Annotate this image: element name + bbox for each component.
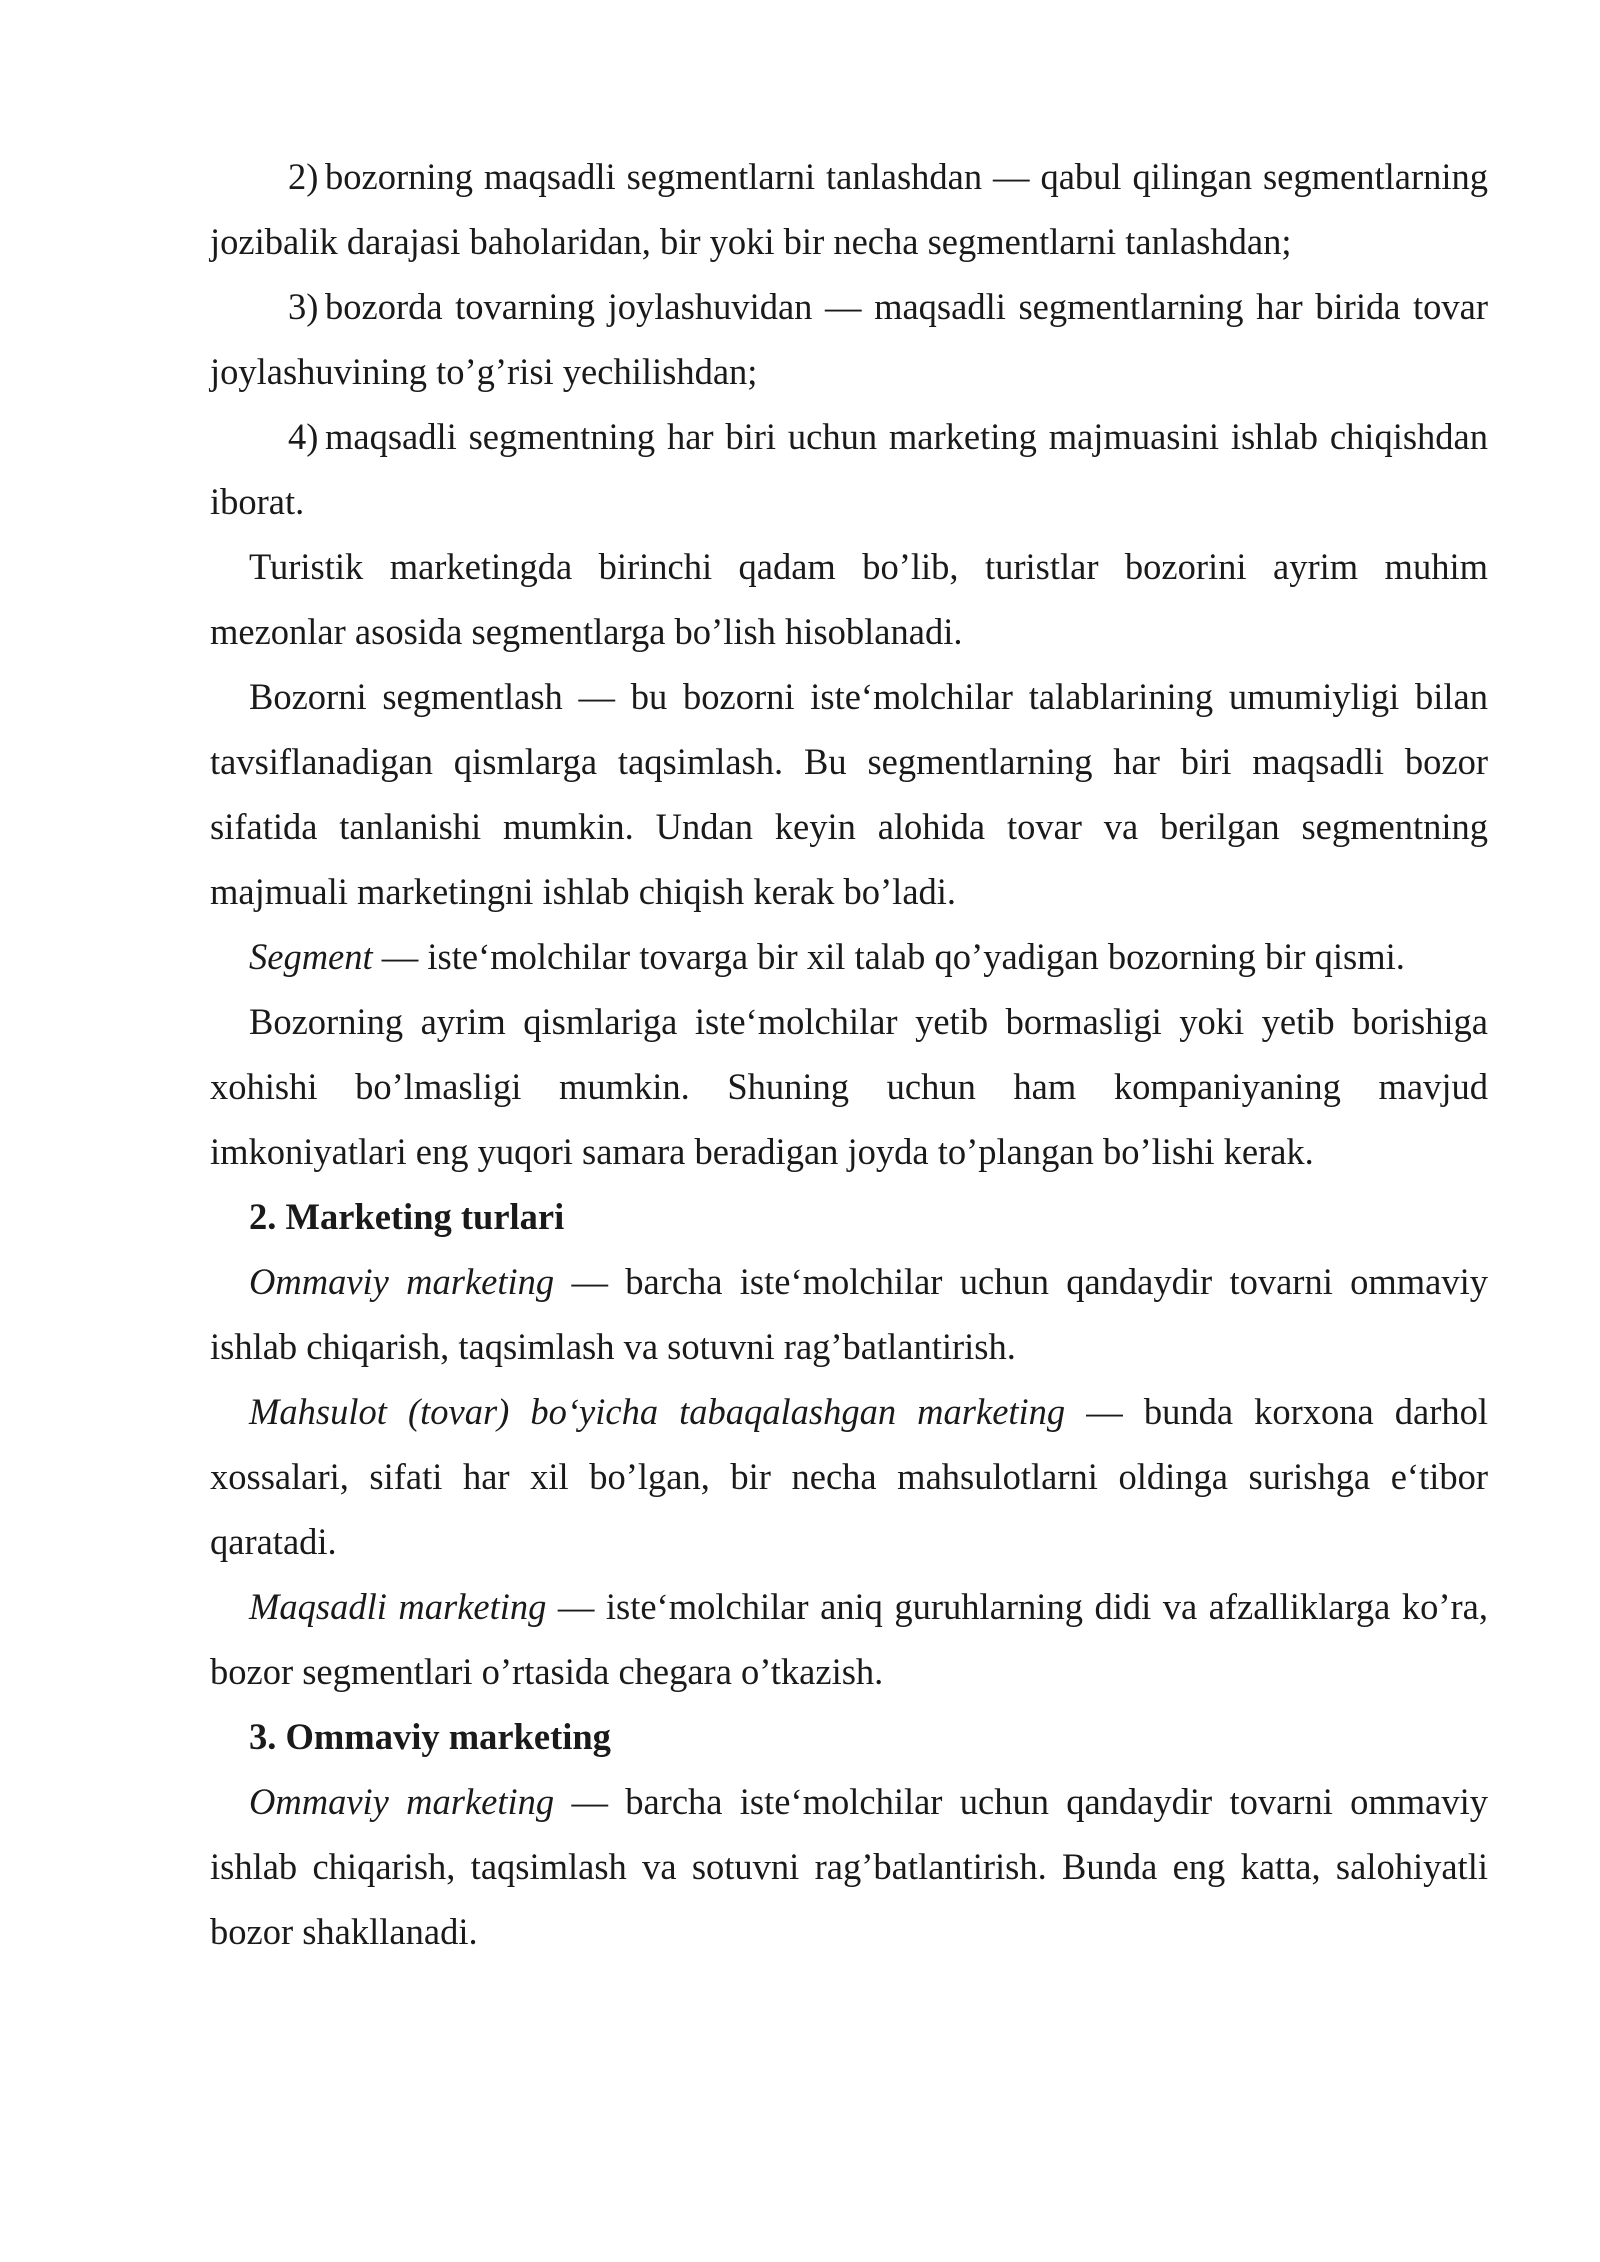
list-item-text: bozorda tovarning joylashuvidan — maqsadli segmentlarning har birida tovar joylashuvining to’g’risi yechilishdan; (210, 286, 1488, 392)
list-item-number: 2) (288, 156, 319, 197)
term-product-differentiated-marketing: Mahsulot (tovar) bo‘yicha tabaqalashgan marketing (249, 1391, 1066, 1432)
definition-text: — iste‘molchilar aniq guruhlarning didi va afzalliklarga ko’ra, bozor segmentlari o’rtasida chegara o’tkazish. (210, 1586, 1488, 1692)
definition-target-marketing (210, 1574, 1488, 1704)
paragraph-segmentation-definition: Bozorni segmentlash — bu bozorni iste‘molchilar talablarining umumiyligi bilan tavsiflanadigan qismlarga taqsimlash. Bu segmentlarning har biri maqsadli bozor sifatida tanlanishi mumkin. Undan keyin alohida tovar va berilgan segmentning majmuali marketingni ishlab chiqish kerak bo’ladi. (210, 676, 1488, 912)
list-item-text: bozorning maqsadli segmentlarni tanlashdan — qabul qilingan segmentlarning jozibalik darajasi baholaridan, bir yoki bir necha segmentlarni tanlashdan; (210, 156, 1488, 262)
document-page (210, 144, 1488, 1964)
paragraph-market-reach: Bozorning ayrim qismlariga iste‘molchilar yetib bormasligi yoki yetib borishiga xohishi bo’lmasligi mumkin. Shuning uchun ham kompaniyaning mavjud imkoniyatlari eng yuqori samara beradigan joyda to’plangan bo’lishi kerak. (210, 1001, 1488, 1172)
section-heading-mass-marketing: 3. Ommaviy marketing (249, 1716, 611, 1757)
list-item-number: 4) (288, 416, 319, 457)
list-item (210, 404, 1488, 534)
definition-product-differentiated-marketing (210, 1379, 1488, 1574)
list-item-text: maqsadli segmentning har biri uchun marketing majmuasini ishlab chiqishdan iborat. (210, 416, 1488, 522)
list-item (210, 274, 1488, 404)
paragraph-first-step: Turistik marketingda birinchi qadam bo’lib, turistlar bozorini ayrim muhim mezonlar asosida segmentlarga bo’lish hisoblanadi. (210, 546, 1488, 652)
term-segment: Segment (249, 936, 373, 977)
definition-mass-marketing (210, 1249, 1488, 1379)
term-target-marketing: Maqsadli marketing (249, 1586, 547, 1627)
definition-text: — bunda korxona darhol xossalari, sifati har xil bo’lgan, bir necha mahsulotlarni oldinga surishga e‘tibor qaratadi. (210, 1391, 1488, 1562)
definition-text: — iste‘molchilar tovarga bir xil talab qo’yadigan bozorning bir qismi. (372, 936, 1405, 977)
definition-text: — barcha iste‘molchilar uchun qandaydir tovarni ommaviy ishlab chiqarish, taqsimlash va sotuvni rag’batlantirish. (210, 1261, 1488, 1367)
term-mass-marketing: Ommaviy marketing (249, 1781, 555, 1822)
list-item-number: 3) (288, 286, 319, 327)
term-mass-marketing: Ommaviy marketing (249, 1261, 555, 1302)
list-item (210, 144, 1488, 274)
definition-text: — barcha iste‘molchilar uchun qandaydir tovarni ommaviy ishlab chiqarish, taqsimlash va sotuvni rag’batlantirish. Bunda eng katta, salohiyatli bozor shakllanadi. (210, 1781, 1488, 1952)
paragraph-segment-definition (210, 924, 1488, 989)
definition-mass-marketing-detail (210, 1769, 1488, 1964)
section-heading-marketing-types: 2. Marketing turlari (249, 1196, 565, 1237)
